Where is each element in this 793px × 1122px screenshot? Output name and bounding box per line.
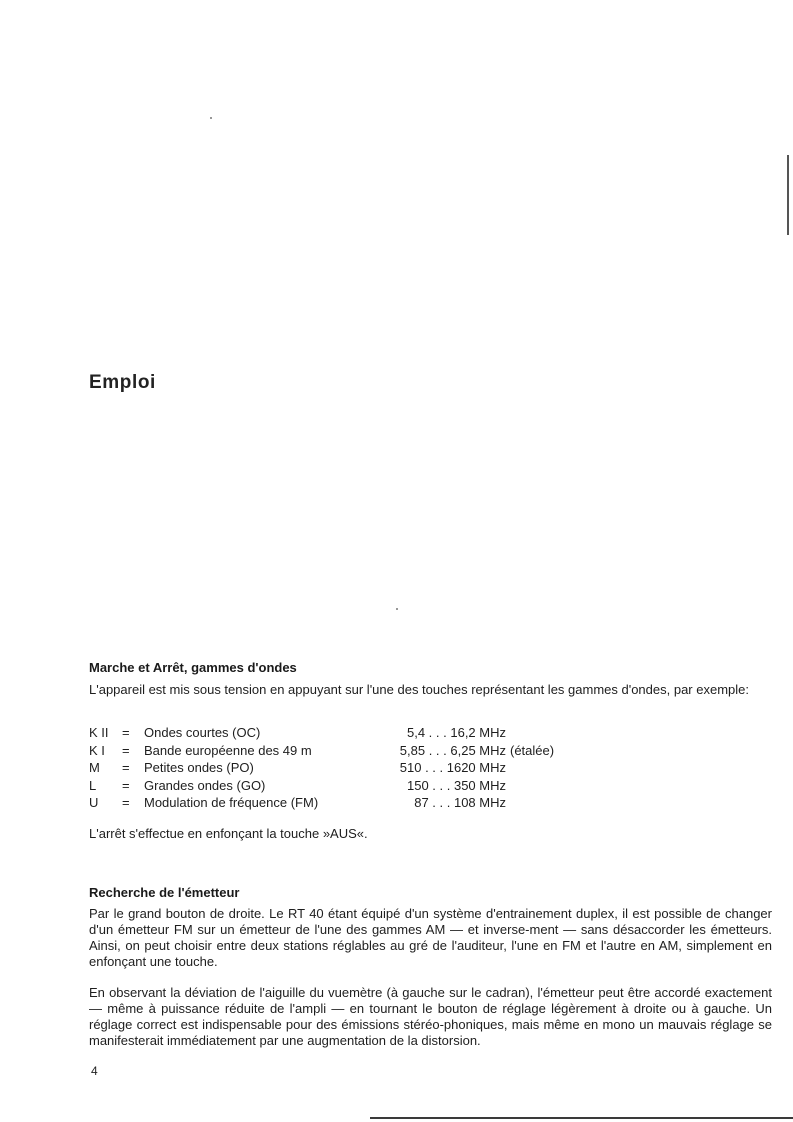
- band-frequency: 87 . . . 108 MHz: [414, 795, 506, 810]
- scan-edge-mark: [787, 155, 789, 235]
- band-code: K I: [89, 742, 105, 758]
- section-heading-tuning: Recherche de l'émetteur: [89, 885, 240, 900]
- band-frequency: 510 . . . 1620 MHz: [399, 760, 506, 775]
- waveband-row: [89, 724, 689, 742]
- scan-speck: [396, 608, 398, 610]
- waveband-row: [89, 742, 689, 760]
- band-frequency: 5,4 . . . 16,2 MHz: [407, 725, 506, 740]
- band-name: Ondes courtes (OC): [144, 725, 261, 740]
- equals-sign: =: [122, 725, 130, 740]
- band-code: M: [89, 760, 100, 775]
- band-code: K II: [89, 725, 109, 740]
- scan-speck: [210, 117, 212, 119]
- band-code: L: [89, 777, 97, 793]
- waveband-row: [89, 794, 689, 812]
- page-title: Emploi: [89, 372, 156, 393]
- equals-sign: =: [122, 742, 130, 758]
- band-name: Bande européenne des 49 m: [144, 742, 312, 758]
- waveband-row: [89, 777, 689, 795]
- tuning-paragraph-2: En observant la déviation de l'aiguille du vuemètre (à gauche sur le cadran), l'émetteur peut être accordé exactement — même à puissance réduite de l'ampli — en tournant le bouton de réglage légèrement à droite ou à gauche. Un réglage correct est indispensable pour des émissions stéréo-phoniques, mais même en mono un mauvais réglage se manifesterait immédiatement par une augmentation de la distorsion.: [89, 985, 772, 1048]
- equals-sign: =: [122, 777, 130, 793]
- band-note: (étalée): [510, 742, 555, 758]
- band-name: Petites ondes (PO): [144, 760, 254, 775]
- waveband-table: [89, 724, 689, 812]
- band-name: Grandes ondes (GO): [144, 777, 266, 793]
- equals-sign: =: [122, 760, 130, 775]
- off-instruction: L'arrêt s'effectue en enfonçant la touche »AUS«.: [89, 826, 368, 841]
- equals-sign: =: [122, 795, 130, 810]
- section-heading-power: Marche et Arrêt, gammes d'ondes: [89, 660, 297, 675]
- band-name: Modulation de fréquence (FM): [144, 795, 319, 810]
- tuning-paragraph-1: Par le grand bouton de droite. Le RT 40 étant équipé d'un système d'entrainement duplex, il est possible de changer d'un émetteur FM sur un émetteur de l'une des gammes AM — et inverse-ment — sans désaccorder les émetteurs. Ainsi, on peut choisir entre deux stations réglables au gré de l'auditeur, l'une en FM et l'autre en AM, simplement en enfonçant une touche.: [89, 906, 772, 969]
- intro-paragraph: L'appareil est mis sous tension en appuyant sur l'une des touches représentant les gammes d'ondes, par exemple:: [89, 682, 749, 697]
- page-number: 4: [91, 1064, 98, 1078]
- band-frequency: 5,85 . . . 6,25 MHz: [399, 742, 506, 758]
- band-frequency: 150 . . . 350 MHz: [407, 777, 506, 793]
- scan-edge-line: [370, 1117, 793, 1119]
- waveband-row: [89, 759, 689, 777]
- band-code: U: [89, 795, 99, 810]
